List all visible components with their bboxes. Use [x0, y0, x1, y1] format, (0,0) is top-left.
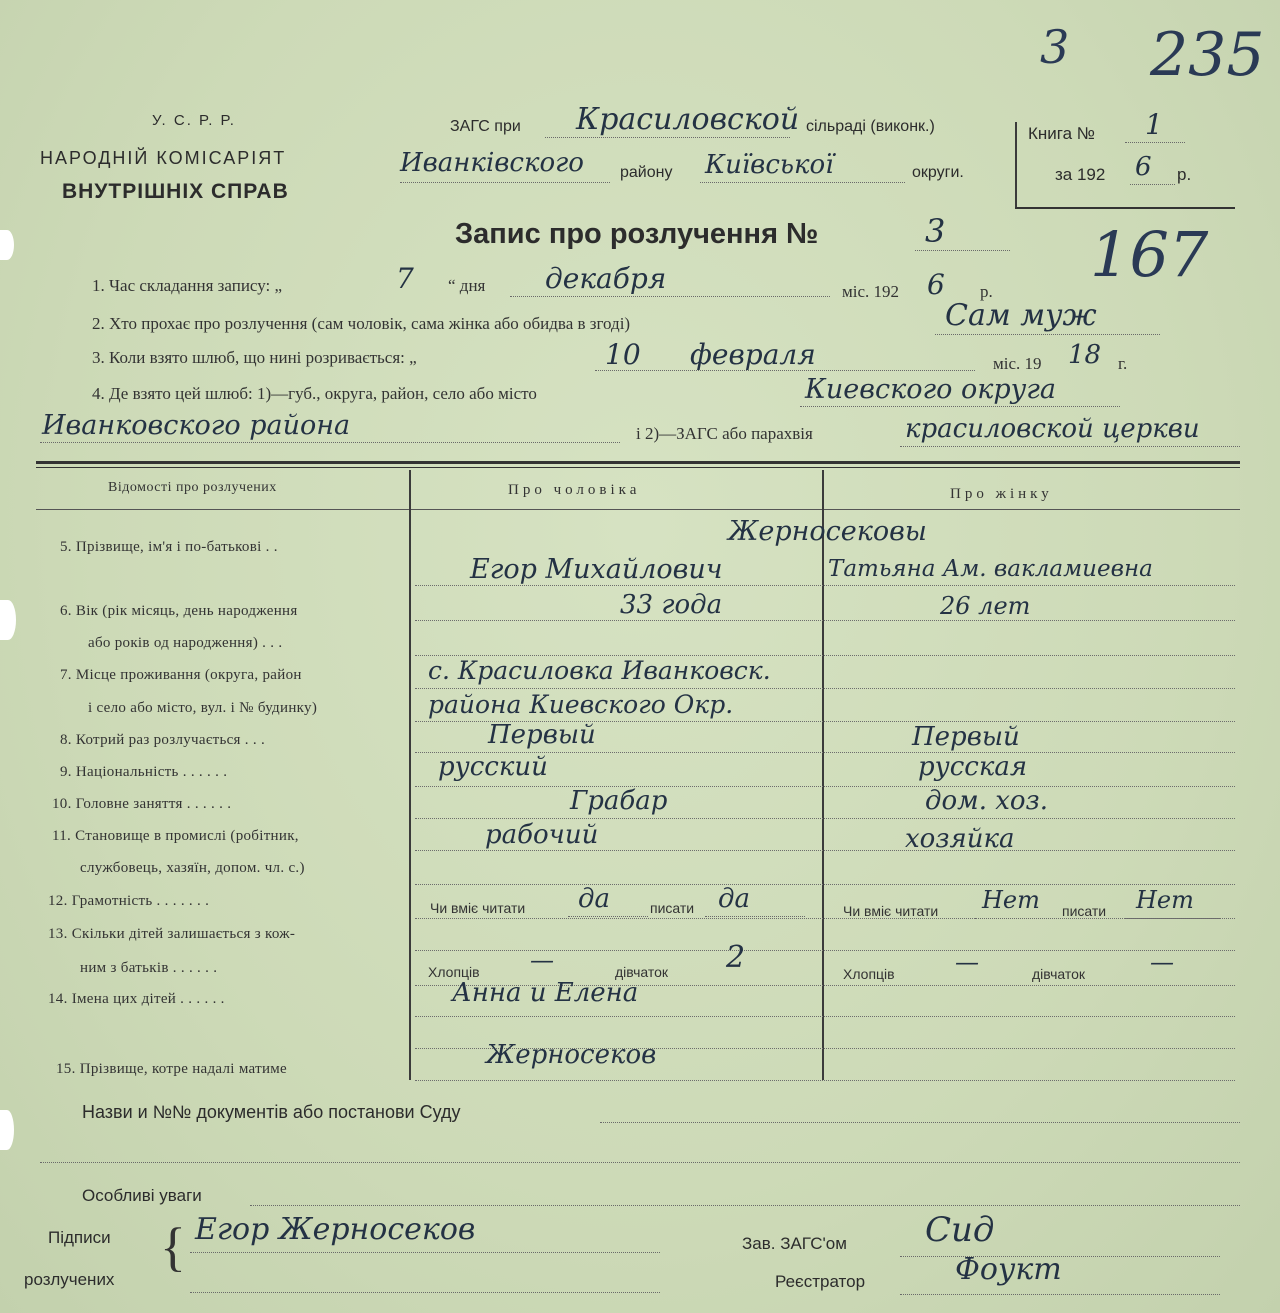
book-label: Книга №: [1028, 124, 1096, 143]
field-3-day: 10: [605, 338, 641, 371]
torn-edge-mark: [0, 1110, 14, 1150]
field-4-label: 4. Де взято цей шлюб: 1)—губ., округа, район, село або місто: [92, 384, 537, 403]
record-number: 3: [925, 212, 946, 250]
district-label: району: [620, 164, 673, 181]
row-13-label2: ним з батьків . . . . . .: [80, 960, 218, 976]
document-title: Запис про розлучення №: [455, 218, 819, 250]
row-11-label2: службовець, хазяїн, допом. чл. с.): [80, 860, 305, 876]
col-header-husband: Про чоловіка: [508, 482, 641, 498]
okrug-value: Київської: [705, 150, 834, 180]
table-top-rule: [36, 461, 1240, 464]
book-number: 1: [1145, 108, 1163, 141]
row-15-label: 15. Прізвище, котре надалі матиме: [56, 1061, 288, 1077]
torn-edge-mark: [0, 600, 16, 640]
field-3-suffix: г.: [1118, 354, 1128, 373]
head-zags-label: Зав. ЗАГС'ом: [742, 1234, 847, 1253]
field-4-value1: Киевского округа: [805, 374, 1057, 405]
wife-boys-value: —: [955, 948, 979, 976]
row-6-label: 6. Вік (рік місяць, день народження: [60, 603, 298, 619]
wife-read-value: Нет: [982, 886, 1040, 914]
row-9-wife: русская: [918, 752, 1028, 782]
row-8-husband: Первый: [488, 720, 596, 750]
row-14-label: 14. Імена цих дітей . . . . . .: [48, 991, 225, 1007]
field-3-year-label: міс. 19: [993, 354, 1042, 373]
field-3-label: 3. Коли взято шлюб, що нині розривається: „: [92, 348, 417, 367]
top-number-1: 3: [1040, 20, 1070, 74]
signatures-label-1: Підписи: [48, 1228, 111, 1247]
husband-write-value: да: [718, 884, 750, 914]
field-1-year: 6: [927, 268, 945, 301]
row-12-label: 12. Грамотність . . . . . . .: [48, 893, 210, 909]
signatures-label-2: розлучених: [24, 1270, 115, 1289]
row-13-label: 13. Скільки дітей залишається з кож-: [48, 926, 296, 942]
field-1-month: декабря: [545, 262, 667, 295]
field-3-year: 18: [1068, 340, 1102, 370]
row-5-label: 5. Прізвище, ім'я і по-батькові . .: [60, 539, 278, 555]
row-7-label2: і село або місто, вул. і № будинку): [88, 700, 318, 716]
row-15-husband: Жерносеков: [486, 1040, 657, 1070]
signature-brace: {: [160, 1217, 186, 1277]
husband-write-label: писати: [650, 900, 695, 916]
district-value: Иванківского: [400, 148, 584, 178]
husband-boys-value: —: [530, 946, 554, 974]
wife-read-label: Чи вміє читати: [843, 903, 939, 919]
field-4-value3: красиловской церкви: [905, 414, 1200, 444]
documents-label: Назви и №№ документів або постанови Суду: [82, 1102, 461, 1122]
wife-write-value: Нет: [1136, 886, 1194, 914]
col-header-info: Відомості про розлучених: [108, 480, 277, 495]
commissariat-line2: ВНУТРІШНІХ СПРАВ: [62, 180, 289, 203]
field-3-month: февраля: [690, 338, 816, 371]
wife-girls-value: —: [1150, 948, 1174, 976]
husband-read-label: Чи вміє читати: [430, 900, 526, 916]
row-7-husband: с. Красиловка Иванковск.: [428, 656, 771, 685]
registrar-signature: Фоукт: [955, 1252, 1062, 1287]
row-11-wife: хозяйка: [905, 824, 1015, 854]
torn-edge-mark: [0, 230, 14, 260]
row-11-label: 11. Становище в промислі (робітник,: [52, 828, 299, 844]
zags-prefix: ЗАГС при: [450, 118, 521, 135]
zags-village: Красиловской: [576, 102, 800, 137]
side-number: 167: [1090, 218, 1209, 291]
row-6-label2: або років од народження) . . .: [88, 635, 283, 651]
row-9-label: 9. Національність . . . . . .: [60, 764, 228, 780]
row-5-husband: Егор Михайлович: [470, 554, 723, 585]
year-suffix: р.: [1177, 165, 1192, 184]
row-10-label: 10. Головне заняття . . . . . .: [52, 796, 232, 812]
row-6-husband: 33 года: [620, 590, 723, 620]
field-4-label2: і 2)—ЗАГС або парахвія: [636, 424, 813, 443]
ussr-label: У. С. Р. Р.: [152, 112, 236, 129]
field-2-label: 2. Хто прохає про розлучення (сам чоловік, сама жінка або обидва в згоді): [92, 314, 631, 333]
row-11-husband: рабочий: [485, 820, 599, 850]
row-10-wife: дом. хоз.: [925, 786, 1048, 816]
field-2-value: Сам муж: [945, 298, 1097, 333]
zags-suffix: сільраді (виконк.): [806, 118, 935, 135]
field-1-label: 1. Час складання запису: „: [92, 276, 283, 295]
field-1-suffix: р.: [980, 282, 993, 301]
row-5-shared-surname: Жерносековы: [728, 516, 927, 547]
top-number-2: 235: [1150, 20, 1265, 90]
field-1-day-suffix: “ дня: [448, 276, 486, 295]
notes-label: Особливі уваги: [82, 1186, 202, 1205]
okrug-label: округи.: [912, 164, 964, 181]
year-value: 6: [1135, 152, 1152, 182]
row-6-wife: 26 лет: [940, 592, 1031, 620]
year-label-prefix: за 192: [1055, 165, 1106, 184]
wife-girls-label: дівчаток: [1032, 966, 1086, 982]
row-7-husband2: района Киевского Окр.: [428, 690, 734, 719]
wife-write-label: писати: [1062, 903, 1107, 919]
field-1-day: 7: [396, 262, 414, 295]
husband-girls-label: дівчаток: [615, 964, 669, 980]
field-1-year-label: міс. 192: [842, 282, 900, 301]
divorcee-signature: Егор Жерносеков: [195, 1212, 476, 1247]
row-14-husband: Анна и Елена: [452, 978, 639, 1008]
wife-boys-label: Хлопців: [843, 966, 895, 982]
col-header-wife: Про жінку: [950, 486, 1053, 502]
husband-boys-label: Хлопців: [428, 964, 480, 980]
row-8-label: 8. Котрий раз розлучається . . .: [60, 732, 266, 748]
row-10-husband: Грабар: [570, 786, 668, 816]
husband-girls-value: 2: [726, 940, 746, 975]
head-zags-signature: Сид: [925, 1210, 995, 1250]
field-4-value2: Иванковского района: [42, 410, 351, 441]
registrar-label: Реєстратор: [775, 1272, 866, 1291]
row-5-wife: Татьяна Ам. вакламиевна: [828, 556, 1153, 582]
husband-read-value: да: [578, 884, 610, 914]
row-9-husband: русский: [438, 752, 548, 782]
row-8-wife: Первый: [912, 722, 1020, 752]
row-7-label: 7. Місце проживання (округа, район: [60, 667, 302, 683]
commissariat-line1: НАРОДНІЙ КОМІСАРІЯТ: [40, 148, 287, 168]
